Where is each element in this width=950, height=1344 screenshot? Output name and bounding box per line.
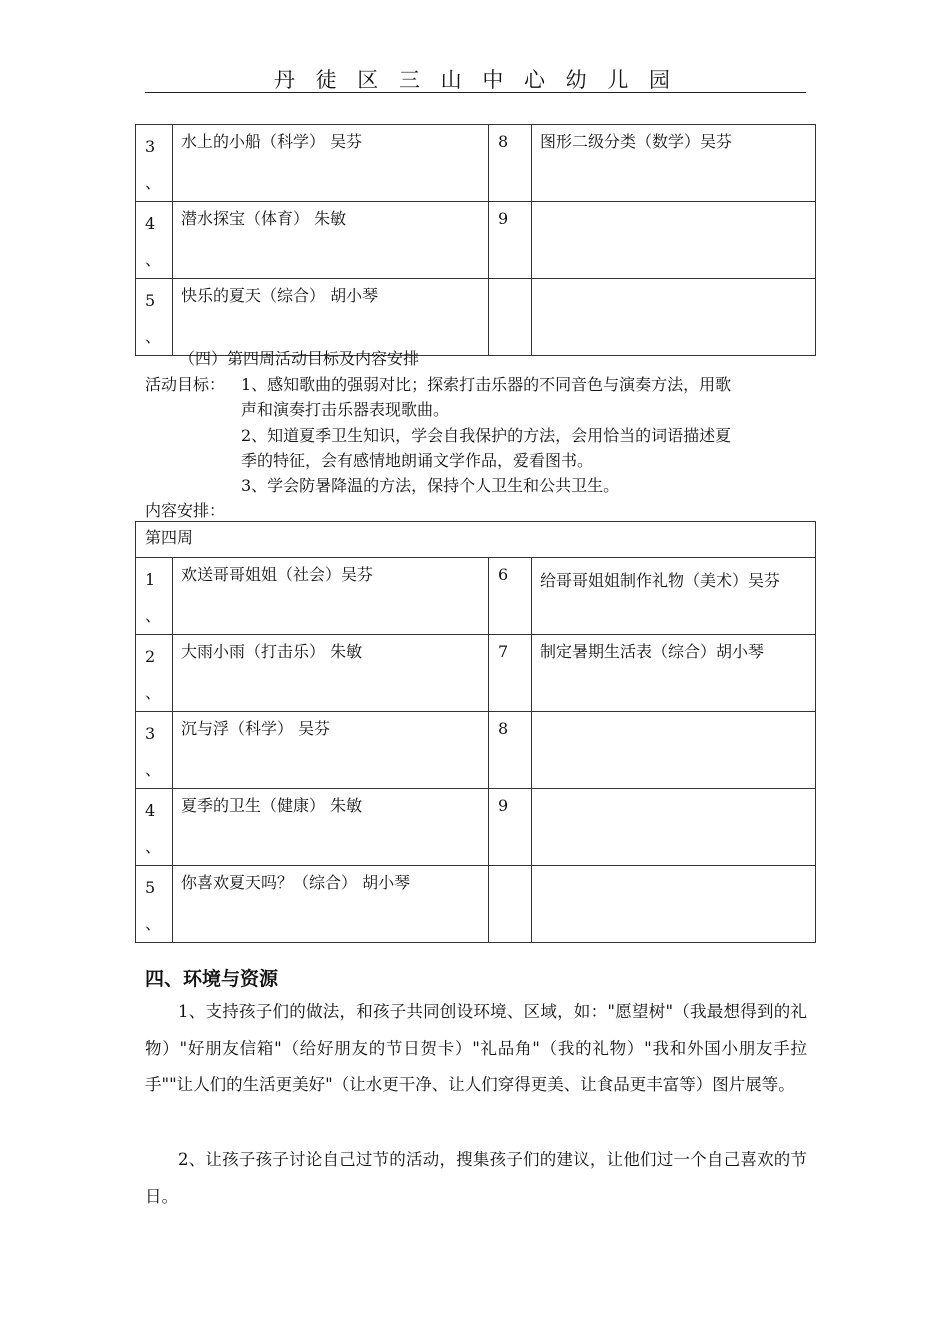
- row-number: 6: [489, 558, 532, 635]
- activity-cell: 欢送哥哥姐姐（社会）吴芬: [173, 558, 489, 635]
- goal-1-line-1: 1、感知歌曲的强弱对比；探索打击乐器的不同音色与演奏方法，用歌: [241, 375, 732, 394]
- row-number: 2 、: [136, 635, 173, 712]
- content-label: 内容安排：: [145, 501, 226, 520]
- paragraph-1: 1、支持孩子们的做法，和孩子共同创设环境、区域，如："愿望树"（我最想得到的礼物）"好朋友信箱"（给好朋友的节日贺卡）"礼品角"（我的礼物）"我和外国小朋友手拉手""让人们的生活更美好"（让水更干净、让人们穿得更美、让食品更丰富等）图片展等。: [145, 1002, 807, 1094]
- week-title: 第四周: [136, 522, 816, 558]
- table-row: [136, 635, 816, 712]
- row-number: [489, 866, 532, 943]
- header-title: 丹 徒 区 三 山 中 心 幼 儿 园: [273, 68, 678, 92]
- row-number: 4 、: [136, 789, 173, 866]
- row-number: 7: [489, 635, 532, 712]
- table-row: [136, 202, 816, 279]
- week3-schedule-table: [135, 124, 816, 356]
- goal-3: 3、学会防暑降温的方法，保持个人卫生和公共卫生。: [241, 476, 620, 495]
- activity-cell: 夏季的卫生（健康） 朱敏: [173, 789, 489, 866]
- activity-cell: 你喜欢夏天吗？（综合） 胡小琴: [173, 866, 489, 943]
- table-row: [136, 866, 816, 943]
- activity-cell: 潜水探宝（体育） 朱敏: [173, 202, 489, 279]
- section-heading: 四、环境与资源: [145, 968, 279, 990]
- goal-1-line-2: 声和演奏打击乐器表现歌曲。: [241, 400, 450, 419]
- table-row: [136, 789, 816, 866]
- activity-cell: 快乐的夏天（综合） 胡小琴: [173, 279, 489, 356]
- table-row: [136, 712, 816, 789]
- activity-cell: 水上的小船（科学） 吴芬: [173, 125, 489, 202]
- activity-cell: [532, 866, 816, 943]
- activity-cell: 给哥哥姐姐制作礼物（美术）吴芬: [532, 558, 816, 635]
- row-number: 8: [489, 125, 532, 202]
- paragraph-2: 2、让孩子孩子讨论自己过节的活动，搜集孩子们的建议，让他们过一个自己喜欢的节日。: [145, 1150, 807, 1206]
- activity-cell: [532, 712, 816, 789]
- row-number: 3 、: [136, 125, 173, 202]
- row-number: 3 、: [136, 712, 173, 789]
- week4-schedule-table: [135, 521, 816, 943]
- week4-heading: （四）第四周活动目标及内容安排: [179, 349, 420, 368]
- row-number: 8: [489, 712, 532, 789]
- goal-2-line-1: 2、知道夏季卫生知识，学会自我保护的方法，会用恰当的词语描述夏: [241, 426, 732, 445]
- row-number: 5 、: [136, 279, 173, 356]
- row-number: 4 、: [136, 202, 173, 279]
- activity-cell: [532, 279, 816, 356]
- goals-label: 活动目标：: [145, 375, 226, 394]
- activity-cell: 图形二级分类（数学）吴芬: [532, 125, 816, 202]
- row-number: 5 、: [136, 866, 173, 943]
- row-number: 1 、: [136, 558, 173, 635]
- row-number: [489, 279, 532, 356]
- table-row: [136, 125, 816, 202]
- activity-cell: [532, 789, 816, 866]
- row-number: 9: [489, 202, 532, 279]
- activity-cell: 大雨小雨（打击乐） 朱敏: [173, 635, 489, 712]
- activity-cell: 制定暑期生活表（综合）胡小琴: [532, 635, 816, 712]
- activity-cell: [532, 202, 816, 279]
- table-header-row: [136, 522, 816, 558]
- activity-cell: 沉与浮（科学） 吴芬: [173, 712, 489, 789]
- table-row: [136, 279, 816, 356]
- table-row: [136, 558, 816, 635]
- header-divider: [145, 92, 806, 93]
- goal-2-line-2: 季的特征，会有感情地朗诵文学作品，爱看图书。: [241, 451, 594, 470]
- row-number: 9: [489, 789, 532, 866]
